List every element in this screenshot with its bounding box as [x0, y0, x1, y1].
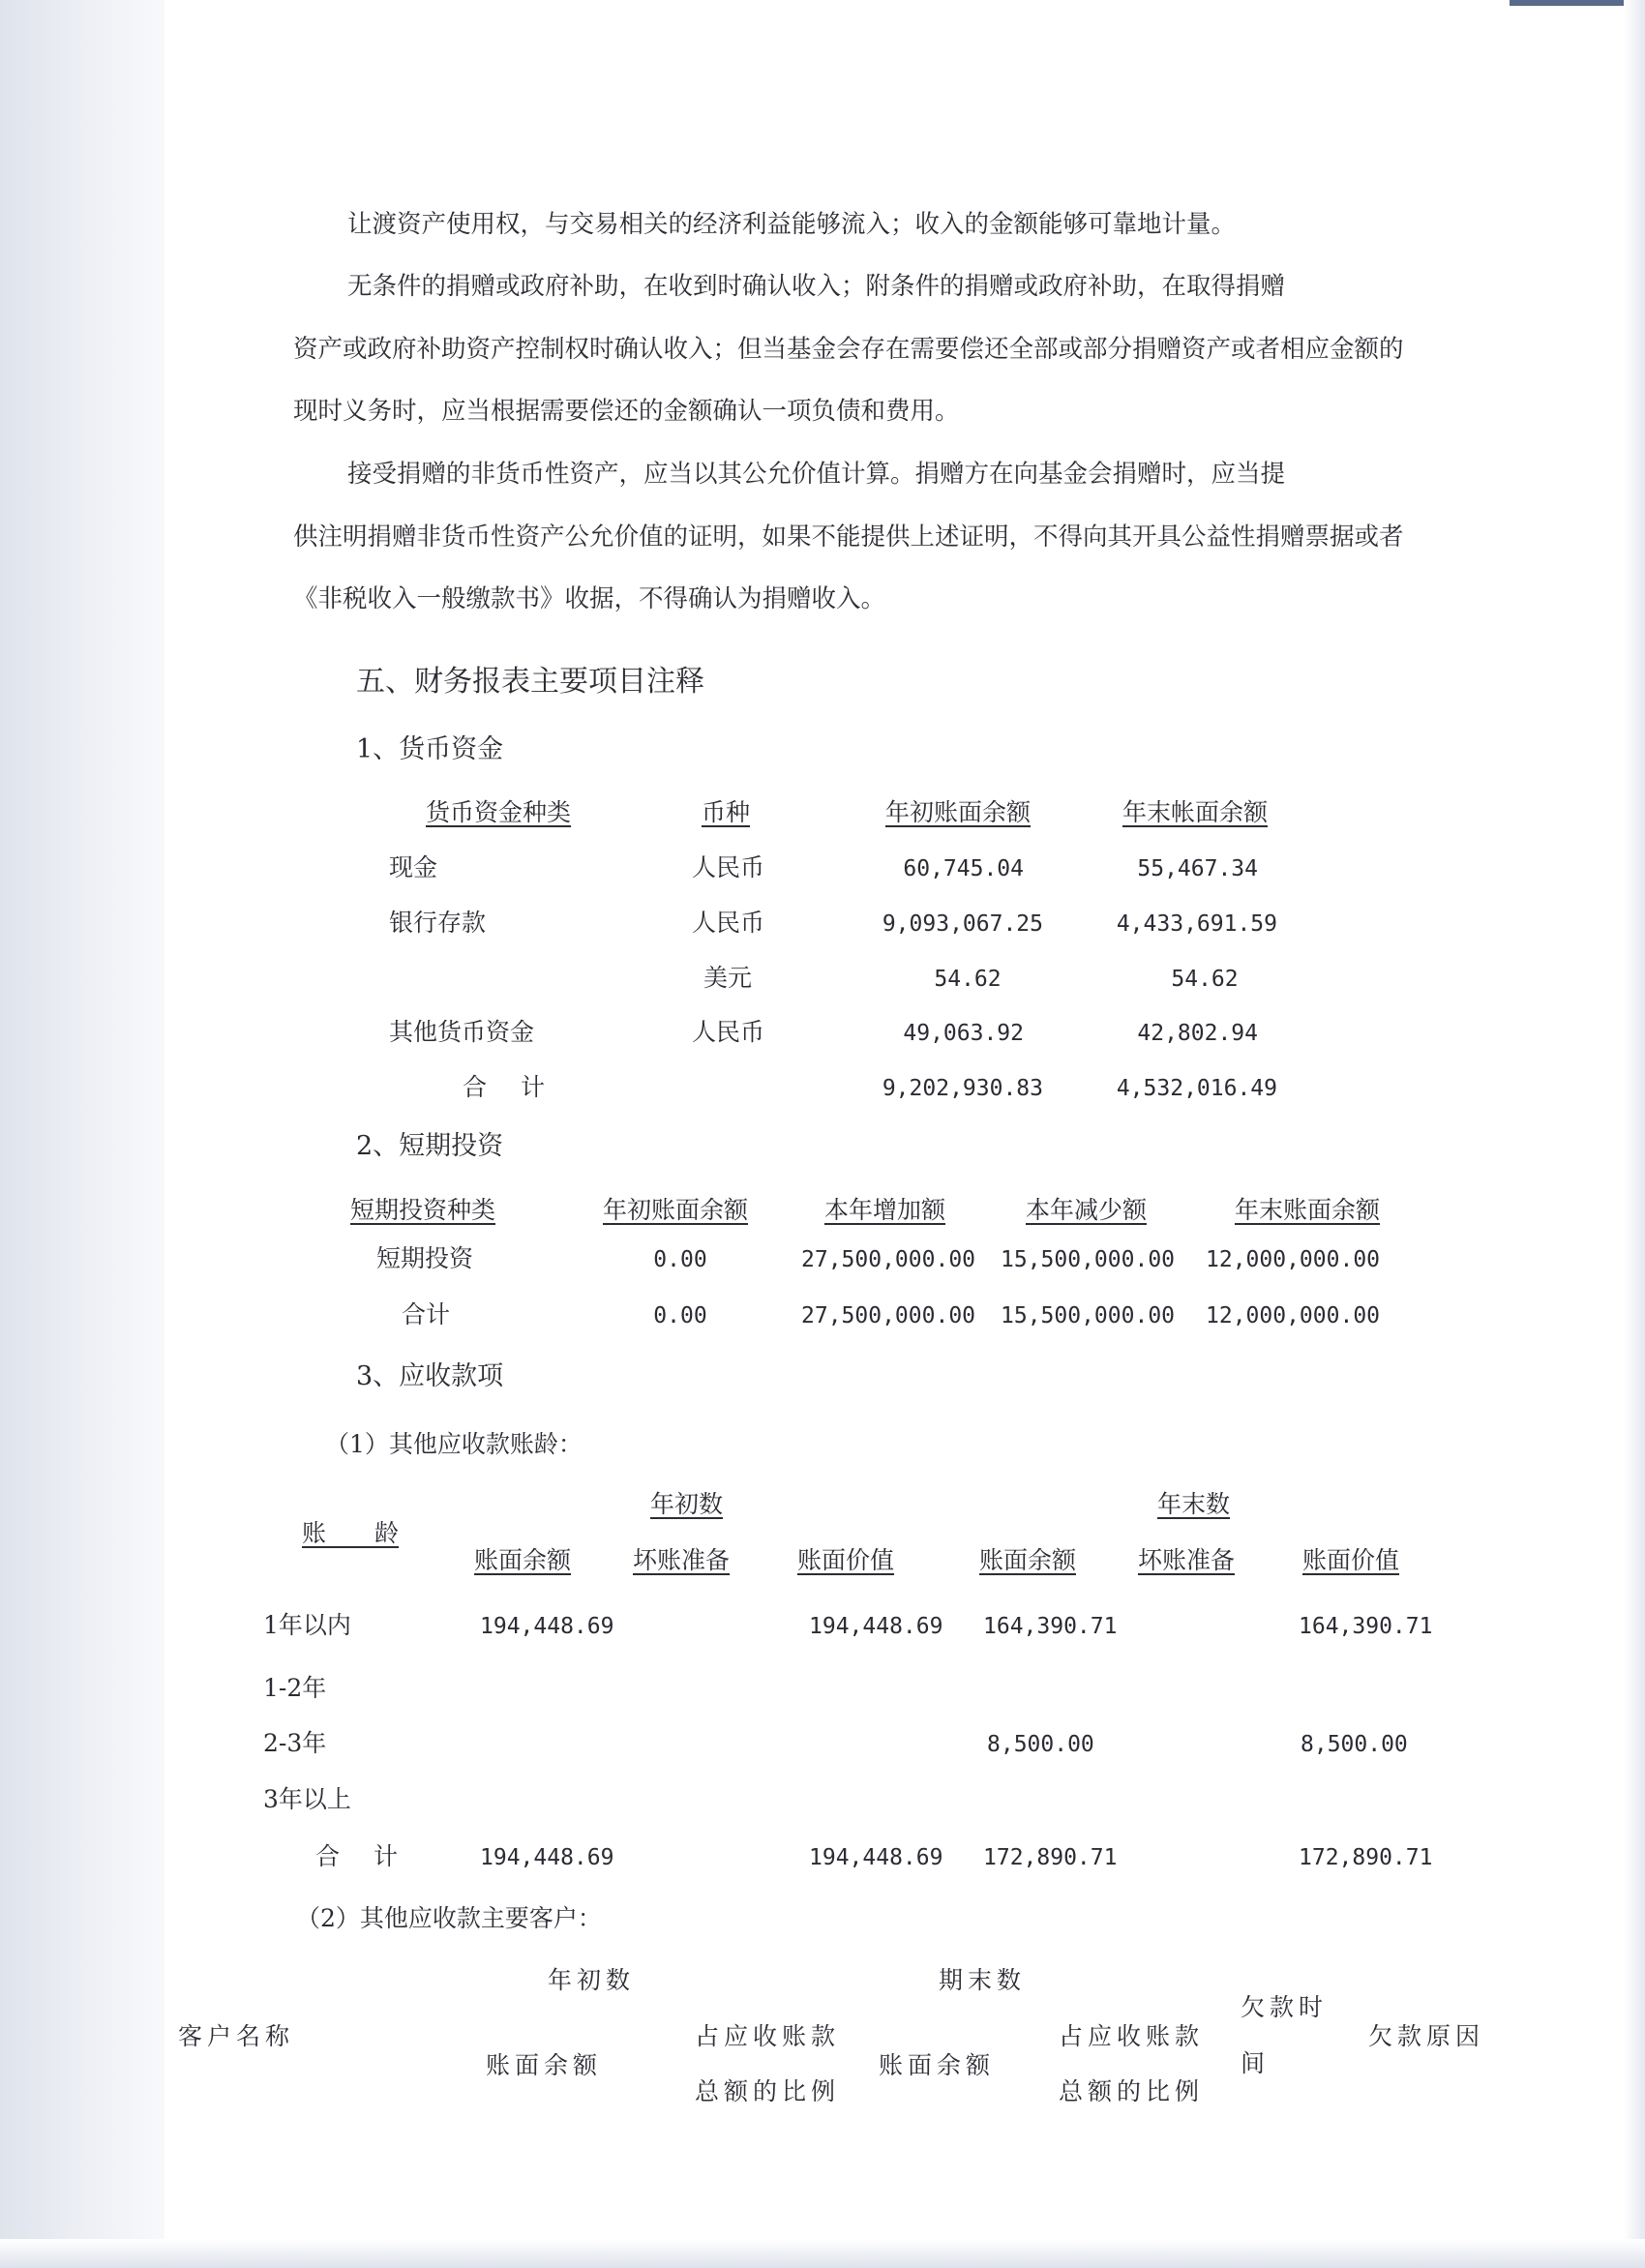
- paragraph-3-rest: 供注明捐赠非货币性资产公允价值的证明，如果不能提供上述证明，不得向其开具公益性捐赠票据或者《非税收入一般缴款书》收据，不得确认为捐赠收入。: [293, 522, 1404, 613]
- cust-header-ratio2-2: 总额的比例: [1059, 2077, 1205, 2105]
- ar-col-5: 坏账准备: [1138, 1546, 1236, 1574]
- ar-row-1-v1: 194,448.69: [809, 1614, 943, 1639]
- si-row-1-increase: 27,500,000.00: [801, 1247, 976, 1272]
- paragraph-1: [293, 194, 1421, 256]
- si-row-1-begin: 0.00: [653, 1247, 707, 1272]
- cash-row-4-end: 42,802.94: [1137, 1021, 1258, 1046]
- cash-total-begin: 9,202,930.83: [882, 1076, 1043, 1101]
- ar-row-1-b2: 164,390.71: [983, 1614, 1118, 1639]
- cash-row-1-begin: 60,745.04: [903, 856, 1024, 881]
- cash-row-2-end: 4,433,691.59: [1116, 911, 1277, 937]
- si-header-type: 短期投资种类: [350, 1196, 496, 1224]
- cash-row-2-type: 银行存款: [389, 909, 487, 937]
- cust-header-overdue-2: 间: [1241, 2049, 1266, 2077]
- paragraph-3-first: 接受捐赠的非货币性资产，应当以其公允价值计算。捐赠方在向基金会捐赠时，应当提: [347, 460, 1286, 489]
- ar-total-v2: 172,890.71: [1299, 1845, 1433, 1870]
- receivables-title: 3、应收款项: [356, 1361, 504, 1391]
- cash-row-4-type: 其他货币资金: [389, 1018, 535, 1046]
- ar-total-label: 合 计: [315, 1842, 404, 1870]
- cash-header-end: 年末帐面余额: [1122, 798, 1269, 826]
- cash-row-3-end: 54.62: [1171, 967, 1239, 992]
- si-row-1-decrease: 15,500,000.00: [1001, 1247, 1176, 1272]
- cust-header-customer: 客户名称: [178, 2022, 295, 2050]
- cash-row-4-currency: 人民币: [692, 1018, 765, 1046]
- ar-row-3-v2: 8,500.00: [1301, 1732, 1408, 1757]
- cash-row-1-end: 55,467.34: [1137, 856, 1258, 881]
- scan-edge-bottom: [0, 2239, 1645, 2268]
- si-row-1-end: 12,000,000.00: [1206, 1247, 1381, 1272]
- paragraph-2-first: 无条件的捐赠或政府补助，在收到时确认收入；附条件的捐赠或政府补助，在取得捐赠: [347, 272, 1286, 301]
- cust-header-ratio1-2: 总额的比例: [695, 2077, 841, 2105]
- cash-row-1-type: 现金: [389, 853, 438, 881]
- ar-col-6: 账面价值: [1302, 1546, 1400, 1574]
- ar-group-begin: 年初数: [650, 1490, 724, 1518]
- si-header-increase: 本年增加额: [824, 1196, 946, 1224]
- cash-total-label: 合 计: [463, 1073, 551, 1101]
- ar-row-1-b1: 194,448.69: [480, 1614, 614, 1639]
- paragraph-2-rest: 资产或政府补助资产控制权时确认收入；但当基金会存在需要偿还全部或部分捐赠资产或者相应金额的现时义务时，应当根据需要偿还的金额确认一项负债和费用。: [293, 334, 1404, 426]
- receivables-sub1: （1）其他应收款账龄：: [325, 1430, 583, 1458]
- si-row-1-type: 短期投资: [376, 1244, 474, 1272]
- paragraph-1-text: 让渡资产使用权，与交易相关的经济利益能够流入；收入的金额能够可靠地计量。: [347, 210, 1237, 239]
- cash-title: 1、货币资金: [356, 734, 504, 764]
- ar-row-1-age: 1年以内: [263, 1611, 351, 1639]
- cust-header-balance2: 账面余额: [879, 2051, 996, 2079]
- ar-row-3-age: 2-3年: [263, 1729, 327, 1757]
- ar-row-2-age: 1-2年: [263, 1674, 327, 1702]
- ar-age-label: 账 龄: [302, 1519, 400, 1547]
- cust-header-ratio2-1: 占应收账款: [1059, 2022, 1205, 2050]
- ar-total-b1: 194,448.69: [480, 1845, 614, 1870]
- ar-group-end: 年末数: [1157, 1490, 1231, 1518]
- cash-header-currency: 币种: [702, 798, 751, 826]
- cash-row-3-currency: 美元: [703, 964, 753, 992]
- si-row-2-type: 合计: [402, 1300, 451, 1328]
- cash-row-2-currency: 人民币: [692, 909, 765, 937]
- cust-header-balance1: 账面余额: [486, 2051, 603, 2079]
- ar-col-4: 账面余额: [979, 1546, 1077, 1574]
- si-header-end: 年末账面余额: [1235, 1196, 1381, 1224]
- cust-header-reason: 欠款原因: [1368, 2022, 1485, 2050]
- receivables-sub2: （2）其他应收款主要客户：: [296, 1904, 602, 1932]
- cash-header-begin: 年初账面余额: [885, 798, 1032, 826]
- ar-total-v1: 194,448.69: [809, 1845, 943, 1870]
- cash-total-end: 4,532,016.49: [1116, 1076, 1277, 1101]
- si-header-begin: 年初账面余额: [603, 1196, 749, 1224]
- short-invest-title: 2、短期投资: [356, 1131, 504, 1161]
- cash-row-3-begin: 54.62: [934, 967, 1002, 992]
- si-row-2-end: 12,000,000.00: [1206, 1303, 1381, 1328]
- cust-header-overdue-1: 欠款时: [1241, 1993, 1329, 2021]
- ar-col-2: 坏账准备: [633, 1546, 731, 1574]
- ar-col-3: 账面价值: [797, 1546, 895, 1574]
- paragraph-3: [293, 443, 1421, 631]
- si-row-2-begin: 0.00: [653, 1303, 707, 1328]
- binding-shadow: [0, 0, 164, 2268]
- ar-row-3-b2: 8,500.00: [987, 1732, 1094, 1757]
- si-header-decrease: 本年减少额: [1026, 1196, 1148, 1224]
- paragraph-2: [293, 255, 1421, 443]
- section-5-title: 五、财务报表主要项目注释: [356, 665, 704, 699]
- cash-header-type: 货币资金种类: [426, 798, 572, 826]
- cust-header-end: 期末数: [939, 1966, 1027, 1994]
- cash-row-4-begin: 49,063.92: [903, 1021, 1024, 1046]
- si-row-2-decrease: 15,500,000.00: [1001, 1303, 1176, 1328]
- ar-row-4-age: 3年以上: [263, 1785, 351, 1813]
- scan-edge-right: [1624, 0, 1645, 2268]
- cust-header-begin: 年初数: [548, 1966, 636, 1994]
- si-row-2-increase: 27,500,000.00: [801, 1303, 976, 1328]
- ar-col-1: 账面余额: [474, 1546, 572, 1574]
- cust-header-ratio1-1: 占应收账款: [695, 2022, 841, 2050]
- ar-total-b2: 172,890.71: [983, 1845, 1118, 1870]
- cash-row-2-begin: 9,093,067.25: [882, 911, 1043, 937]
- cash-row-1-currency: 人民币: [692, 853, 765, 881]
- ar-row-1-v2: 164,390.71: [1299, 1614, 1433, 1639]
